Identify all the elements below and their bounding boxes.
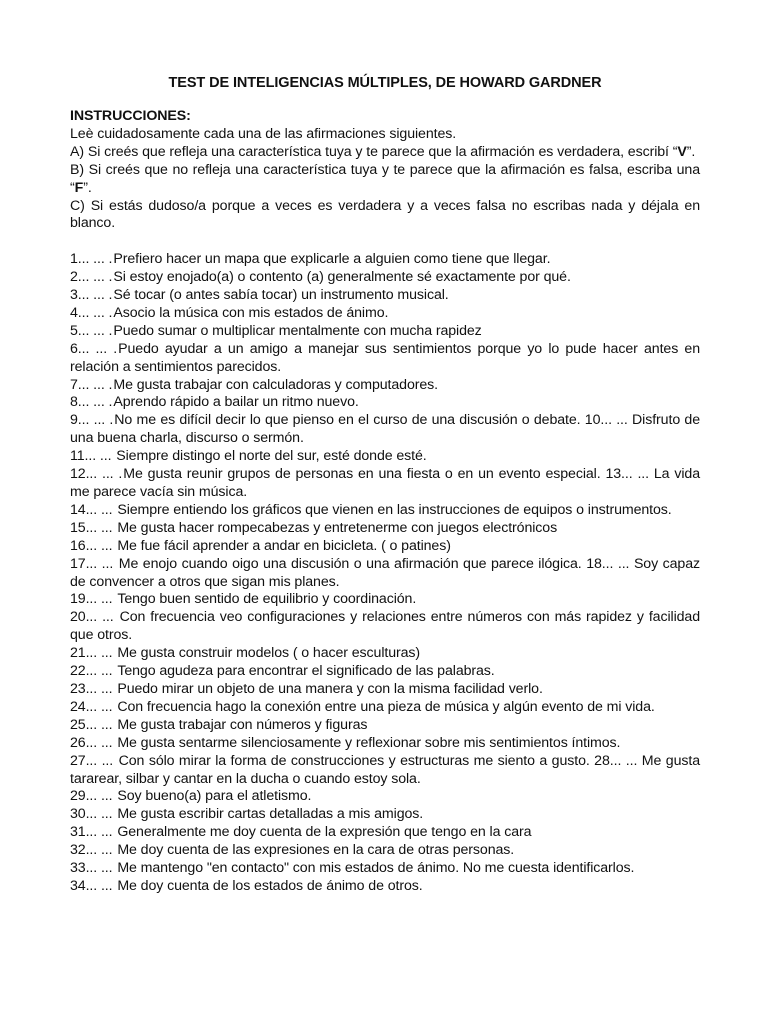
statement-item (70, 735, 700, 753)
instruction-a-text: A) Si creés que refleja una característica tuya y te parece que la afirmación es verdadera, escribí “ (70, 143, 678, 160)
statement-number: 2... ... . (70, 269, 113, 286)
statement-number: 19... ... (70, 591, 117, 608)
statement-number: 31... ... (70, 824, 117, 841)
spacer (70, 233, 700, 251)
statement-item (70, 287, 700, 305)
statement-list (70, 251, 700, 896)
statement-item (70, 412, 700, 448)
statement-item (70, 269, 700, 287)
statement-text: Con frecuencia veo configuraciones y relaciones entre números con más rapidez y facilidad que otros. (70, 609, 700, 644)
document-title: TEST DE INTELIGENCIAS MÚLTIPLES, DE HOWARD GARDNER (168, 75, 602, 91)
statement-item (70, 341, 700, 377)
statement-item (70, 699, 700, 717)
statement-number: 24... ... (70, 698, 117, 715)
statement-text: Con sólo mirar la forma de construcciones y estructuras me siento a gusto. 28... ... Me gusta tararear, silbar y cantar en la ducha o cuando estoy sola. (70, 752, 700, 787)
statement-number: 32... ... (70, 842, 117, 859)
statement-number: 7... ... . (70, 376, 113, 393)
statement-text: Siempre entiendo los gráficos que vienen en las instrucciones de equipos o instrumentos. (117, 501, 672, 518)
statement-text: Puedo ayudar a un amigo a manejar sus sentimientos porque yo lo pude hacer antes en relación a sentimientos parecidos. (70, 340, 700, 375)
statement-number: 17... ... (70, 555, 118, 572)
statement-item (70, 377, 700, 395)
statement-text: Me gusta construir modelos ( o hacer esculturas) (117, 645, 421, 662)
statement-item (70, 448, 700, 466)
statement-text: Me gusta hacer rompecabezas y entretenerme con juegos electrónicos (117, 519, 558, 536)
statement-item (70, 609, 700, 645)
statement-text: Me doy cuenta de los estados de ánimo de otros. (117, 877, 423, 894)
statement-text: Me gusta sentarme silenciosamente y reflexionar sobre mis sentimientos íntimos. (117, 734, 621, 751)
statement-item (70, 305, 700, 323)
statement-text: Me gusta trabajar con números y figuras (117, 716, 368, 733)
statement-item (70, 842, 700, 860)
instruction-b-text: B) Si creés que no refleja una característica tuya y te parece que la afirmación es falsa, escriba una “ (70, 161, 700, 196)
instruction-a (70, 144, 700, 162)
instruction-c: C) Si estás dudoso/a porque a veces es verdadera y a veces falsa no escribas nada y déjala en blanco. (70, 197, 700, 232)
statement-number: 23... ... (70, 680, 117, 697)
statement-item (70, 663, 700, 681)
statement-item (70, 323, 700, 341)
statement-number: 3... ... . (70, 287, 113, 304)
document-page (70, 74, 700, 896)
statement-item (70, 824, 700, 842)
statement-number: 9... ... . (70, 412, 114, 429)
statement-number: 21... ... (70, 645, 117, 662)
instruction-a-letter: V (677, 143, 687, 160)
instruction-b-end: ”. (83, 179, 92, 196)
statement-text: Me gusta trabajar con calculadoras y computadores. (113, 376, 439, 393)
instructions-heading: INSTRUCCIONES: (70, 108, 191, 124)
statement-number: 30... ... (70, 806, 117, 823)
statement-text: Tengo agudeza para encontrar el significado de las palabras. (117, 663, 495, 680)
statement-item (70, 538, 700, 556)
statement-text: Puedo sumar o multiplicar mentalmente con mucha rapidez (113, 322, 482, 339)
statement-text: Si estoy enojado(a) o contento (a) generalmente sé exactamente por qué. (113, 269, 571, 286)
statement-number: 4... ... . (70, 304, 113, 321)
instruction-b-letter: F (74, 179, 84, 196)
statement-item (70, 806, 700, 824)
statement-number: 15... ... (70, 519, 117, 536)
instruction-a-end: ”. (686, 143, 696, 160)
statement-item (70, 520, 700, 538)
statement-text: Tengo buen sentido de equilibrio y coordinación. (117, 591, 417, 608)
statement-number: 27... ... (70, 752, 118, 769)
statement-text: Me gusta reunir grupos de personas en una fiesta o en un evento especial. 13... ... La vida me parece vacía sin música. (70, 466, 700, 501)
statement-text: Aprendo rápido a bailar un ritmo nuevo. (113, 394, 359, 411)
statement-item (70, 681, 700, 699)
instruction-b (70, 162, 700, 198)
statement-number: 12... ... . (70, 466, 123, 483)
statement-text: Siempre distingo el norte del sur, esté donde esté. (116, 448, 427, 465)
statement-text: No me es difícil decir lo que pienso en el curso de una discusión o debate. 10... ... Disfruto de una buena charla, discurso o sermón. (70, 412, 700, 447)
statement-number: 14... ... (70, 501, 117, 518)
statement-text: Me mantengo "en contacto" con mis estados de ánimo. No me cuesta identificarlos. (117, 860, 635, 877)
statement-text: Puedo mirar un objeto de una manera y con la misma facilidad verlo. (117, 680, 543, 697)
statement-number: 33... ... (70, 860, 117, 877)
statement-number: 26... ... (70, 734, 117, 751)
statement-number: 11... ... (70, 448, 116, 465)
statement-item (70, 394, 700, 412)
statement-number: 34... ... (70, 877, 117, 894)
statement-text: Me enojo cuando oigo una discusión o una afirmación que parece ilógica. 18... ... Soy capaz de convencer a otros que sigan mis planes. (70, 555, 701, 590)
statement-number: 8... ... . (70, 394, 113, 411)
statement-text: Me gusta escribir cartas detalladas a mis amigos. (117, 806, 424, 823)
statement-item (70, 556, 700, 592)
statement-text: Generalmente me doy cuenta de la expresión que tengo en la cara (117, 824, 532, 841)
statement-number: 1... ... . (70, 251, 113, 268)
statement-text: Prefiero hacer un mapa que explicarle a alguien como tiene que llegar. (113, 251, 551, 268)
statement-text: Con frecuencia hago la conexión entre una pieza de música y algún evento de mi vida. (117, 698, 655, 715)
statement-number: 20... ... (70, 609, 119, 626)
statement-number: 22... ... (70, 663, 117, 680)
statement-text: Me doy cuenta de las expresiones en la cara de otras personas. (117, 842, 515, 859)
statement-item (70, 753, 700, 789)
statement-item (70, 788, 700, 806)
statement-number: 6... ... . (70, 340, 118, 357)
statement-item (70, 645, 700, 663)
statement-item (70, 717, 700, 735)
statement-item (70, 860, 700, 878)
statement-item (70, 591, 700, 609)
statement-number: 29... ... (70, 788, 117, 805)
statement-text: Asocio la música con mis estados de ánimo. (113, 304, 389, 321)
instructions-intro: Leè cuidadosamente cada una de las afirmaciones siguientes. (70, 125, 457, 142)
statement-number: 5... ... . (70, 322, 113, 339)
statement-text: Sé tocar (o antes sabía tocar) un instrumento musical. (113, 287, 449, 304)
statement-text: Me fue fácil aprender a andar en bicicleta. ( o patines) (117, 537, 451, 554)
statement-number: 16... ... (70, 537, 117, 554)
statement-item (70, 878, 700, 896)
statement-number: 25... ... (70, 716, 117, 733)
statement-text: Soy bueno(a) para el atletismo. (117, 788, 312, 805)
statement-item (70, 251, 700, 269)
statement-item (70, 466, 700, 502)
statement-item (70, 502, 700, 520)
